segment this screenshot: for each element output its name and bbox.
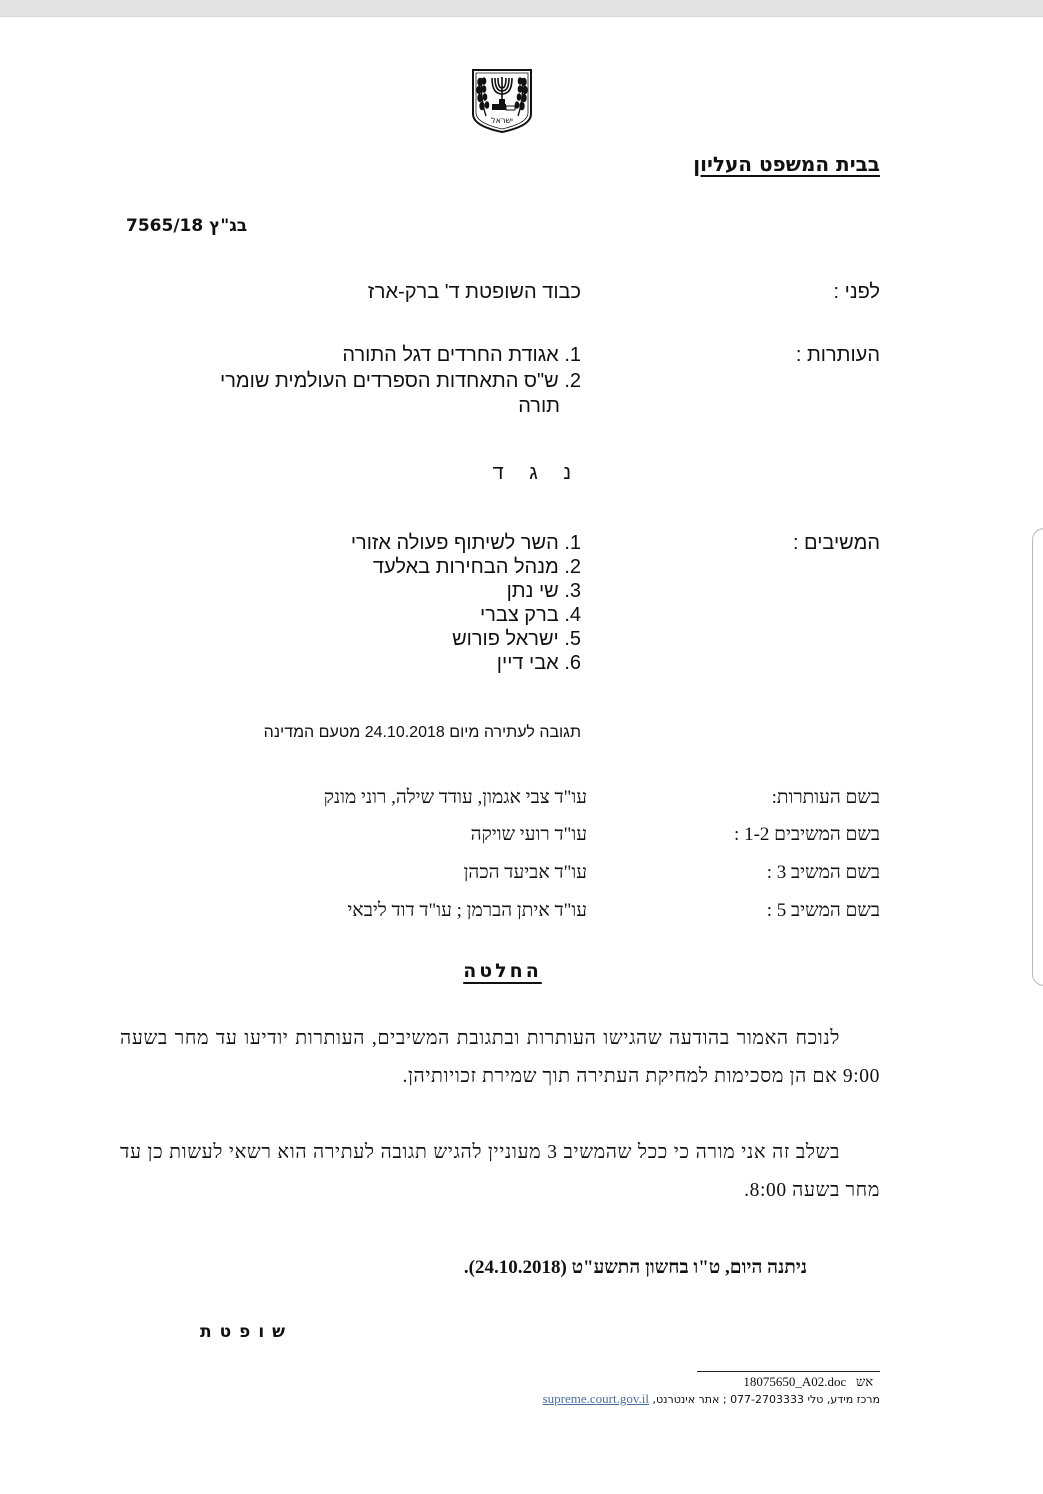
counsel-label: בשם המשיב 5 : — [766, 900, 880, 921]
counsel-label: בשם המשיב 3 : — [766, 862, 880, 883]
respondent-item: 5. ישראל פורוש — [452, 628, 581, 650]
footer-divider — [697, 1371, 880, 1372]
respondent-item: 2. מנהל הבחירות באלעד — [372, 556, 581, 578]
state-emblem-icon — [470, 68, 534, 134]
counsel-value: עו"ד רועי שויקה — [470, 824, 587, 845]
petitioner-item: 1. אגודת החרדים דגל התורה — [342, 344, 581, 366]
judge-name: כבוד השופטת ד' ברק-ארז — [367, 281, 581, 303]
petitioner-item-continuation: תורה — [518, 395, 560, 417]
counsel-value: עו"ד אביעד הכהן — [463, 862, 587, 883]
counsel-label: בשם המשיבים 1-2 : — [734, 824, 880, 845]
petitioner-item: 2. ש"ס התאחדות הספרדים העולמית שומרי — [220, 370, 581, 392]
respondent-item: 1. השר לשיתוף פעולה אזורי — [350, 532, 581, 554]
case-number: בג"ץ 7565/18 — [126, 216, 248, 236]
versus-label: נ ג ד — [492, 462, 581, 484]
website-link[interactable]: supreme.court.gov.il — [542, 1391, 649, 1406]
petitioners-label: העותרות : — [795, 344, 880, 366]
document-page — [0, 18, 1043, 1494]
response-filing-line: תגובה לעתירה מיום 24.10.2018 מטעם המדינה — [263, 724, 581, 741]
counsel-value: עו"ד צבי אגמון, עודד שילה, רוני מונק — [323, 787, 587, 808]
decision-title: החלטה — [463, 960, 542, 982]
respondent-item: 3. שי נתן — [506, 580, 581, 602]
decision-paragraph: בשלב זה אני מורה כי ככל שהמשיב 3 מעוניין להגיש תגובה לעתירה הוא רשאי לעשות כן עד מחר בשעה 8:00. — [120, 1142, 880, 1201]
counsel-label: בשם העותרות: — [771, 787, 880, 808]
decision-paragraph: לנוכח האמור בהודעה שהגישו העותרות ובתגובת המשיבים, העותרות יודיעו עד מחר בשעה 9:00 אם הן מסכימות למחיקת העתירה תוך שמירת זכויותיהן. — [120, 1028, 880, 1087]
respondent-item: 4. ברק צברי — [480, 604, 581, 626]
footer-contact-info: מרכז מידע, טלי 077-2703333 ; אתר אינטרנט, supreme.court.gov.il — [542, 1391, 880, 1406]
court-title: בבית המשפט העליון — [693, 152, 880, 176]
viewer-top-bar — [0, 0, 1043, 17]
given-date-line: ניתנה היום, ט"ו בחשון התשע"ט (24.10.2018). — [463, 1257, 807, 1278]
respondent-item: 6. אבי דיין — [496, 652, 581, 674]
before-label: לפני : — [833, 281, 880, 303]
svg-text:ישראל: ישראל — [491, 116, 513, 125]
counsel-value: עו"ד איתן הברמן ; עו"ד דוד ליבאי — [347, 900, 587, 921]
footer-document-id: 18075650_A02.doc אש — [743, 1374, 873, 1389]
judge-signature: שופטת — [200, 1322, 294, 1342]
respondents-label: המשיבים : — [792, 532, 880, 554]
side-scroll-handle[interactable] — [1032, 528, 1043, 986]
